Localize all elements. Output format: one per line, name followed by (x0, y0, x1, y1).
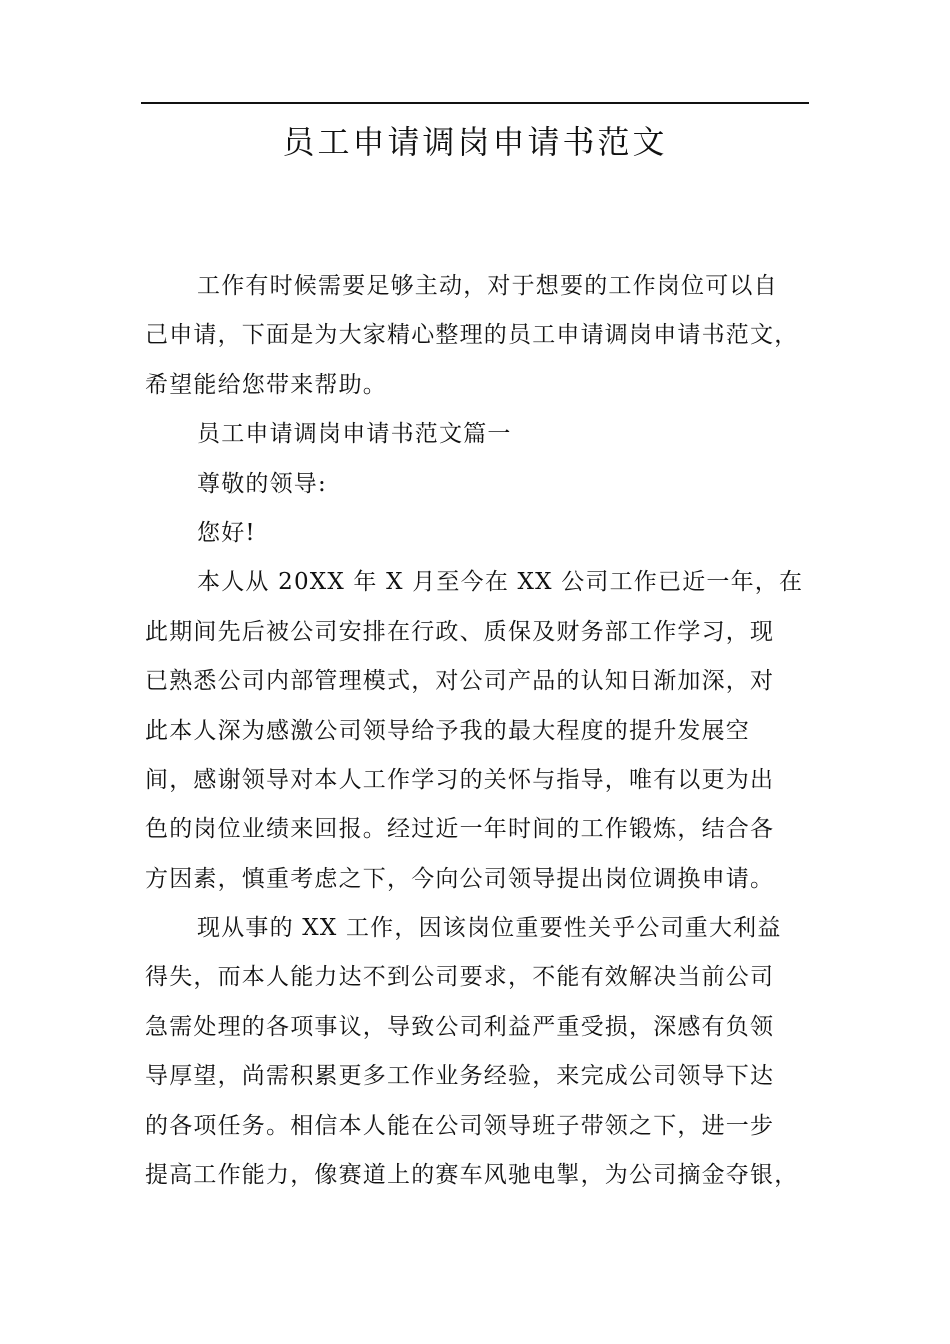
document-title: 员工申请调岗申请书范文 (282, 123, 668, 161)
body-line: 此本人深为感激公司领导给予我的最大程度的提升发展空 (145, 717, 750, 744)
body-line: 本人从 20XX 年 X 月至今在 XX 公司工作已近一年，在 (197, 569, 804, 596)
body-line: 己申请，下面是为大家精心整理的员工申请调岗申请书范文， (145, 322, 799, 349)
header-rule (141, 102, 809, 104)
body-line: 员工申请调岗申请书范文篇一 (197, 421, 512, 448)
body-line: 急需处理的各项事议，导致公司利益严重受损，深感有负领 (145, 1013, 775, 1040)
body-line: 希望能给您带来帮助。 (145, 371, 387, 398)
body-line: 间，感谢领导对本人工作学习的关怀与指导，唯有以更为出 (145, 766, 775, 793)
body-line: 得失，而本人能力达不到公司要求，不能有效解决当前公司 (145, 964, 775, 991)
body-line: 工作有时候需要足够主动，对于想要的工作岗位可以自 (197, 273, 778, 299)
body-line: 提高工作能力，像赛道上的赛车风驰电掣，为公司摘金夺银， (145, 1162, 799, 1189)
body-line: 的各项任务。相信本人能在公司领导班子带领之下，进一步 (145, 1112, 775, 1139)
body-line: 色的岗位业绩来回报。经过近一年时间的工作锻炼，结合各 (145, 816, 775, 843)
body-line: 方因素，慎重考虑之下，今向公司领导提出岗位调换申请。 (145, 865, 775, 892)
body-line: 导厚望，尚需积累更多工作业务经验，来完成公司领导下达 (145, 1063, 775, 1090)
body-line: 尊敬的领导: (197, 470, 327, 497)
body-line: 现从事的 XX 工作，因该岗位重要性关乎公司重大利益 (197, 915, 782, 942)
document-body (145, 262, 809, 1200)
body-line: 您好! (197, 519, 256, 546)
body-line: 已熟悉公司内部管理模式，对公司产品的认知日渐加深，对 (145, 668, 775, 695)
body-line: 此期间先后被公司安排在行政、质保及财务部工作学习，现 (145, 618, 775, 645)
